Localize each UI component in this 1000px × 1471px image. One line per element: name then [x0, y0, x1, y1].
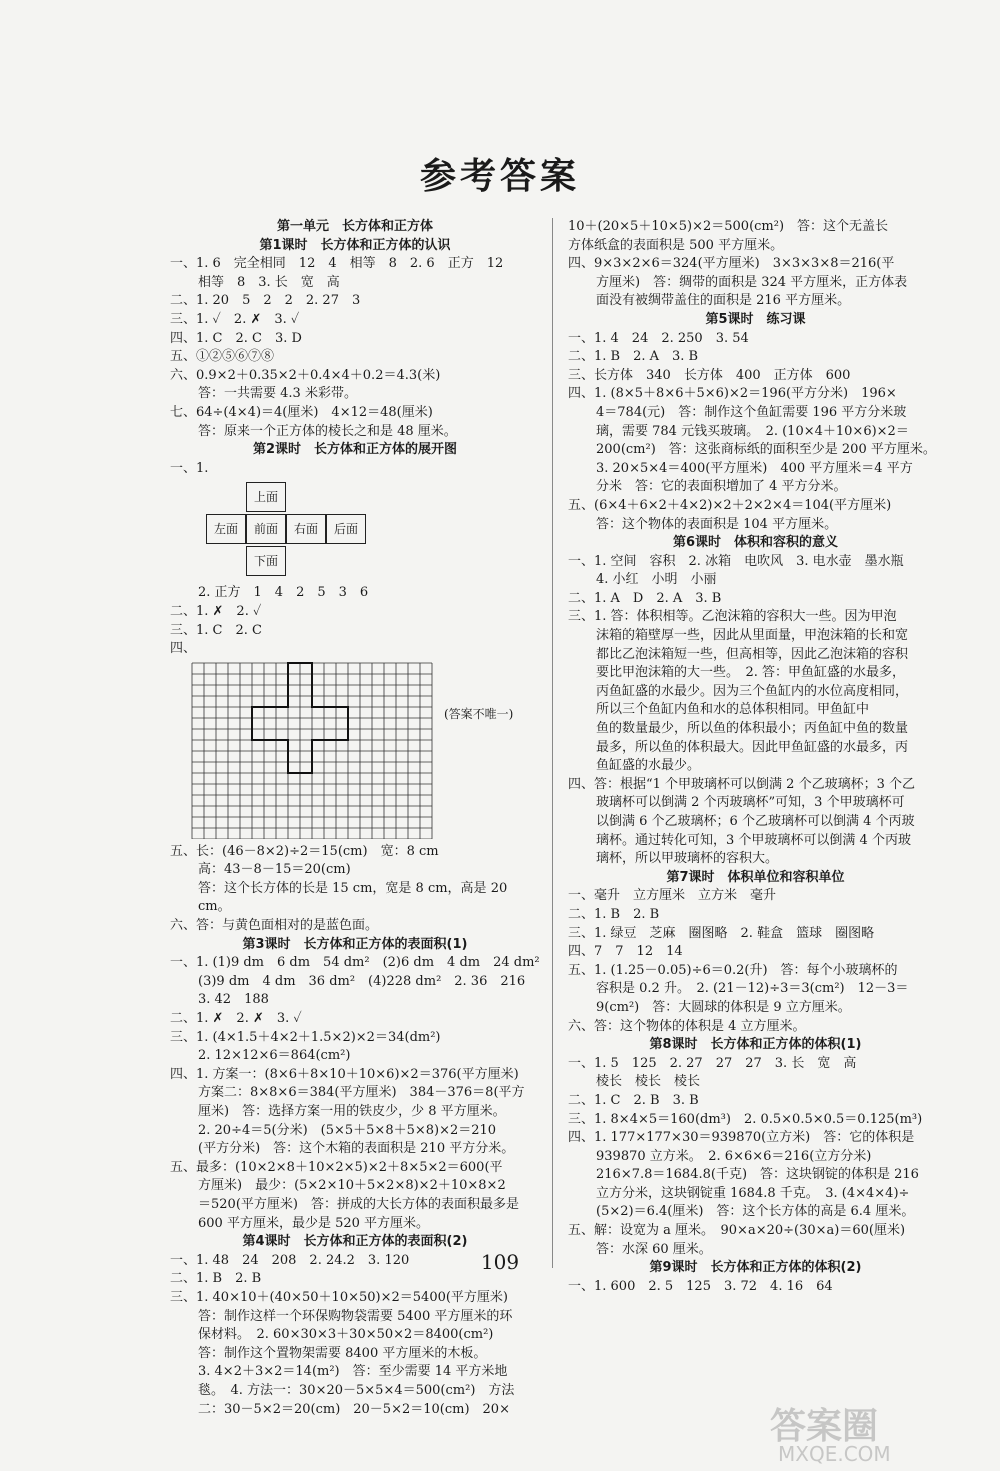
answer-line: 六、答：与黄色面相对的是蓝色面。: [170, 918, 379, 934]
answer-line: 四、答：根据“1 个甲玻璃杯可以倒满 2 个乙玻璃杯；3 个乙: [568, 776, 915, 792]
cube-net-diagram: [206, 482, 540, 578]
answer-line: 五、最多：(10×2×8＋10×2×5)×2＋8×5×2＝600(平: [170, 1159, 503, 1175]
answer-line: 最多，所以鱼的体积最大。因此甲鱼缸盛的水最多，丙: [596, 739, 909, 755]
answer-line: 方厘米) 最少：(5×2×10＋5×2×8)×2＋10×8×2: [198, 1178, 506, 1194]
section-heading: 第9课时 长方体和正方体的体积(2): [649, 1260, 862, 1276]
answer-line: 600 平方厘米，最少是 520 平方厘米。: [198, 1215, 430, 1231]
grid-diagram: [186, 661, 540, 839]
answer-line: 三、1. C 2. C: [170, 622, 262, 638]
net-face-bottom: 下面: [246, 546, 286, 576]
answer-line: 三、1. 答：体积相等。乙泡沫箱的容积大一些。因为甲泡: [568, 609, 897, 625]
answer-line: (3)9 dm 4 dm 36 dm² (4)228 dm² 2. 36 216: [198, 973, 526, 989]
net-face-right: 右面: [286, 514, 326, 544]
section-heading: 第4课时 长方体和正方体的表面积(2): [242, 1234, 468, 1250]
answer-line: 保材料。 2. 60×30×3＋30×50×2＝8400(cm²): [198, 1327, 494, 1343]
net-face-left: 左面: [206, 514, 246, 544]
answer-line: ＝520(平方厘米) 答：拼成的大长方体的表面积最多是: [198, 1196, 519, 1212]
right-column: [568, 218, 943, 1296]
answer-line: 一、1. 600 2. 5 125 3. 72 4. 16 64: [568, 1278, 833, 1294]
answer-line: 一、1. (1)9 dm 6 dm 54 dm² (2)6 dm 4 dm 24 dm²: [170, 955, 540, 971]
grid-note: (答案不唯一): [444, 706, 514, 721]
answer-line: 方体纸盒的表面积是 500 平方厘米。: [568, 237, 784, 253]
answer-line: 五、解：设宽为 a 厘米。 90×a×20÷(30×a)＝60(厘米): [568, 1223, 906, 1239]
answer-line: 四、1. (8×5＋8×6＋5×6)×2＝196(平方分米) 196×: [568, 386, 897, 402]
answer-line: 三、1. 绿豆 芝麻 圈图略 2. 鞋盒 篮球 圈图略: [568, 925, 875, 941]
answer-line: 2. 20÷4＝5(分米) (5×5＋5×8＋5×8)×2＝210: [198, 1122, 497, 1138]
answer-line: 答：原来一个正方体的棱长之和是 48 厘米。: [198, 423, 457, 439]
answer-line: 答：这个物体的表面积是 104 平方厘米。: [596, 516, 838, 532]
answer-line: 五、①②⑤⑥⑦⑧: [170, 349, 275, 365]
answer-line: 3. 20×5×4＝400(平方厘米) 400 平方厘米＝4 平方: [596, 460, 913, 476]
answer-line: 立方分米，这块钢锭重 1684.8 千克。 3. (4×4×4)÷: [596, 1185, 910, 1201]
answer-line: 200(cm²) 答：这张商标纸的面积至少是 200 平方厘米。: [596, 442, 936, 458]
answer-line: 厘米) 答：选择方案一用的铁皮少，少 8 平方厘米。: [198, 1104, 506, 1119]
answer-line: 沫箱的箱壁厚一些，因此从里面量，甲泡沫箱的长和宽: [596, 628, 909, 644]
answer-line: 二、1. ✗ 2. ✗ 3. ✓: [170, 1011, 302, 1027]
answer-line: 毯。 4. 方法一：30×20－5×5×4＝500(cm²) 方法: [198, 1382, 515, 1398]
answer-line: 所以三个鱼缸内鱼和水的总体积相同。甲鱼缸中: [596, 702, 870, 718]
answer-line: 二、1. A D 2. A 3. B: [568, 590, 722, 606]
section-heading: 第5课时 练习课: [705, 311, 806, 327]
answer-line: 4. 小红 小明 小丽: [596, 572, 717, 588]
net-face-front: 前面: [246, 514, 286, 544]
answer-line: 鱼的数量最少，所以鱼的体积最小；丙鱼缸中鱼的数量: [596, 721, 909, 737]
answer-line: 四、: [170, 641, 197, 657]
answer-line: 六、0.9×2＋0.35×2＋0.4×4＋0.2＝4.3(米): [170, 367, 441, 383]
answer-line: 方厘米) 答：绸带的面积是 324 平方厘米，正方体表: [596, 274, 908, 290]
answer-line: 一、1.: [170, 460, 209, 476]
answer-line: 棱长 棱长 棱长: [596, 1074, 701, 1090]
answer-line: 四、1. 方案一：(8×6＋8×10＋10×6)×2＝376(平方厘米): [170, 1066, 519, 1082]
answer-line: 10＋(20×5＋10×5)×2＝500(cm²) 答：这个无盖长: [568, 219, 889, 234]
section-heading: 第6课时 体积和容积的意义: [672, 535, 839, 551]
answer-line: 二、1. C 2. B 3. B: [568, 1092, 699, 1108]
answer-line: 三、1. 8×4×5＝160(dm³) 2. 0.5×0.5×0.5＝0.125(m³): [568, 1111, 923, 1127]
answer-line: 二：30－5×2＝20(cm) 20－5×2＝10(cm) 20×: [198, 1401, 510, 1417]
answer-line: 七、64÷(4×4)＝4(厘米) 4×12＝48(厘米): [170, 404, 433, 420]
answer-line: 以倒满 6 个乙玻璃杯；6 个乙玻璃杯可以倒满 4 个丙玻: [596, 814, 915, 829]
answer-line: 答：制作这个置物架需要 8400 平方厘米的木板。: [198, 1345, 487, 1361]
section-heading: 第2课时 长方体和正方体的展开图: [252, 442, 458, 458]
answer-line: 分米 答：它的表面积增加了 4 平方分米。: [596, 479, 847, 495]
answer-line: 鱼缸盛的水最少。: [596, 758, 701, 774]
answer-line: 3. 42 188: [198, 992, 269, 1008]
section-heading: 第8课时 长方体和正方体的体积(1): [649, 1037, 862, 1053]
answer-line: 四、7 7 12 14: [568, 944, 683, 960]
answer-line: 玻璃杯可以倒满 2 个丙玻璃杯”可知，3 个甲玻璃杯可: [596, 795, 905, 811]
answer-line: 相等 8 3. 长 宽 高: [198, 274, 340, 290]
section-heading: 第一单元 长方体和正方体: [276, 219, 433, 234]
answer-line: 三、1. ✓ 2. ✗ 3. ✓: [170, 311, 300, 327]
answer-line: 四、9×3×2×6＝324(平方厘米) 3×3×3×8＝216(平: [568, 256, 895, 272]
answer-line: 四、1. C 2. C 3. D: [170, 330, 302, 346]
answer-line: 二、1. ✗ 2. ✓: [170, 603, 262, 619]
section-heading: 第3课时 长方体和正方体的表面积(1): [242, 936, 468, 952]
answer-line: 答：一共需要 4.3 米彩带。: [198, 386, 357, 402]
answer-line: 9(cm²) 答：大圆球的体积是 9 立方厘米。: [596, 999, 851, 1015]
answer-line: (平方分米) 答：这个木箱的表面积是 210 平方分米。: [198, 1141, 515, 1157]
answer-line: 容积是 0.2 升。 2. (21－12)÷3＝3(cm²) 12－3＝: [596, 981, 909, 997]
answer-line: 五、(6×4＋6×2＋4×2)×2＋2×2×4＝104(平方厘米): [568, 497, 892, 513]
answer-line: 方案二：8×8×6＝384(平方厘米) 384－376＝8(平方: [198, 1085, 525, 1101]
answer-line: 一、1. 6 完全相同 12 4 相等 8 2. 6 正方 12: [170, 256, 504, 272]
net-face-top: 上面: [246, 482, 286, 512]
section-heading: 第7课时 体积单位和容积单位: [666, 869, 845, 885]
answer-line: 高：43－8－15＝20(cm): [198, 862, 351, 878]
answer-line: 丙鱼缸盛的水最少。因为三个鱼缸内的水位高度相同，: [596, 683, 909, 699]
answer-line: 二、1. B 2. B: [568, 906, 660, 922]
answer-line: 二、1. B 2. A 3. B: [568, 349, 699, 365]
answer-line: 都比乙泡沫箱短一些，但高相等，因此乙泡沫箱的容积: [596, 646, 909, 662]
watermark-logo: 答案圈: [770, 1406, 879, 1447]
answer-line: 要比甲泡沫箱的大一些。 2. 答：甲鱼缸盛的水最多，: [596, 665, 906, 681]
answer-line: 一、1. 4 24 2. 250 3. 54: [568, 330, 749, 346]
answer-line: 4＝784(元) 答：制作这个鱼缸需要 196 平方分米玻: [596, 404, 907, 420]
answer-line: 四、1. 177×177×30＝939870(立方米) 答：它的体积是: [568, 1130, 915, 1146]
answer-line: 二、1. B 2. B: [170, 1271, 262, 1287]
page-number: 109: [480, 1250, 520, 1274]
answer-line: 答：水深 60 厘米。: [596, 1241, 712, 1257]
answer-line: 3. 4×2＋3×2＝14(m²) 答：至少需要 14 平方米地: [198, 1364, 508, 1380]
answer-line: 五、1. (1.25－0.05)÷6＝0.2(升) 答：每个小玻璃杯的: [568, 962, 898, 978]
answer-line: 璃，需要 784 元钱买玻璃。 2. (10×4＋10×6)×2＝: [596, 423, 909, 439]
answer-line: 三、1. (4×1.5＋4×2＋1.5×2)×2＝34(dm²): [170, 1029, 441, 1045]
answer-line: 璃杯。通过转化可知，3 个甲玻璃杯可以倒满 4 个丙玻: [596, 832, 911, 848]
answer-line: 答：制作这样一个环保购物袋需要 5400 平方厘米的环: [198, 1308, 513, 1324]
answer-line: 2. 12×12×6＝864(cm²): [198, 1048, 351, 1064]
answer-line: 三、长方体 340 长方体 400 正方体 600: [568, 367, 851, 383]
answer-line: 一、毫升 立方厘米 立方米 毫升: [568, 888, 777, 904]
answer-line: 939870 立方米。 2. 6×6×6＝216(立方分米): [596, 1148, 872, 1164]
watermark-site: MXQE.COM: [778, 1442, 891, 1466]
left-column: [170, 218, 540, 1419]
answer-line: 一、1. 5 125 2. 27 27 27 3. 长 宽 高: [568, 1055, 857, 1071]
answer-line: 2. 正方 1 4 2 5 3 6: [198, 585, 369, 601]
answer-line: 答：这个长方体的长是 15 cm，宽是 8 cm，高是 20 cm。: [198, 880, 508, 915]
section-heading: 第1课时 长方体和正方体的认识: [259, 237, 451, 253]
column-divider: [552, 218, 553, 1268]
answer-line: 六、答：这个物体的体积是 4 立方厘米。: [568, 1018, 806, 1034]
answer-line: 五、长：(46－8×2)÷2＝15(cm) 宽：8 cm: [170, 843, 439, 859]
answer-line: 二、1. 20 5 2 2 2. 27 3: [170, 293, 361, 309]
answer-line: 一、1. 空间 容积 2. 冰箱 电吹风 3. 电水壶 墨水瓶: [568, 553, 904, 569]
answer-line: 三、1. 40×10＋(40×50＋10×50)×2＝5400(平方厘米): [170, 1289, 509, 1305]
page-title: 参考答案: [419, 155, 580, 197]
answer-line: 面没有被绸带盖住的面积是 216 平方厘米。: [596, 293, 851, 309]
answer-line: (5×2)＝6.4(厘米) 答：这个长方体的高是 6.4 厘米。: [596, 1204, 915, 1220]
answer-line: 216×7.8＝1684.8(千克) 答：这块钢锭的体积是 216: [596, 1167, 919, 1183]
answer-line: 璃杯，所以甲玻璃杯的容积大。: [596, 851, 779, 867]
net-face-back: 后面: [326, 514, 366, 544]
answer-line: 一、1. 48 24 208 2. 24.2 3. 120: [170, 1252, 410, 1268]
